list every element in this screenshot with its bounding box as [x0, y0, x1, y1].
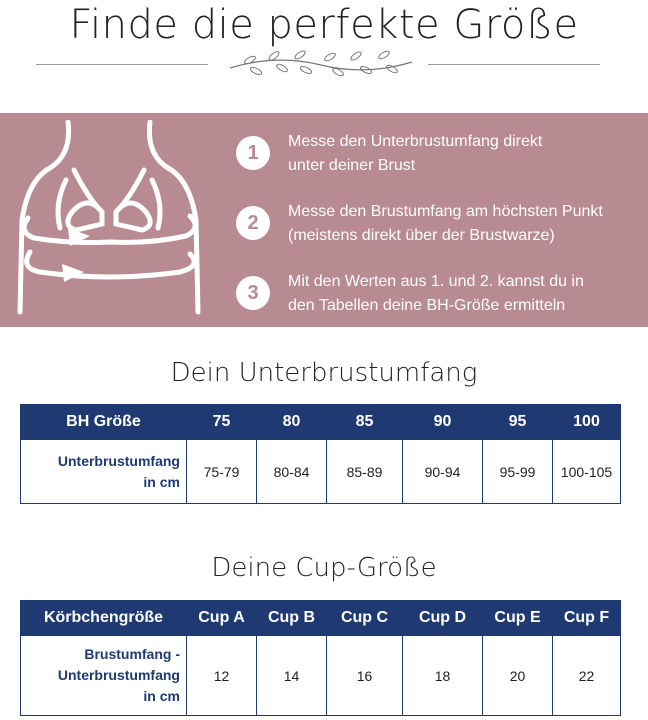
table-header-cell: 95 — [483, 404, 553, 440]
row-label-line: in cm — [143, 473, 180, 490]
table-cell: 95-99 — [483, 440, 553, 504]
cup-heading: Deine Cup-Größe — [211, 553, 437, 583]
title-divider-left — [36, 64, 208, 65]
step-text-line: den Tabellen deine BH-Größe ermitteln — [288, 297, 566, 314]
row-label — [21, 636, 187, 716]
table-cell: 85-89 — [327, 440, 403, 504]
table-row — [21, 440, 621, 504]
table-header-cell: Körbchengröße — [21, 600, 187, 636]
step-text-line: Messe den Brustumfang am höchsten Punkt — [288, 203, 603, 220]
table-cell: 20 — [483, 636, 553, 716]
row-label-line: in cm — [143, 688, 180, 704]
table-header-cell: Cup A — [187, 600, 257, 636]
table-cell: 100-105 — [553, 440, 621, 504]
table-header-cell: Cup B — [257, 600, 327, 636]
table-cell: 16 — [327, 636, 403, 716]
row-label-line: Unterbrustumfang — [57, 667, 180, 683]
step-text-line: (meistens direkt über der Brustwarze) — [288, 227, 555, 244]
step-number-badge: 2 — [236, 206, 270, 240]
table-header-cell: 90 — [403, 404, 483, 440]
step-3 — [236, 270, 636, 326]
page-title: Finde die perfekte Größe — [69, 2, 579, 48]
row-label — [21, 440, 187, 504]
step-text-line: Messe den Unterbrustumfang direkt — [288, 133, 543, 150]
title-divider-right — [428, 64, 600, 65]
step-number-badge: 1 — [236, 136, 270, 170]
table-cell: 22 — [553, 636, 621, 716]
underbust-table — [20, 404, 621, 504]
table-header-cell: 100 — [553, 404, 621, 440]
table-header-cell: Cup D — [403, 600, 483, 636]
table-cell: 75-79 — [187, 440, 257, 504]
underbust-heading: Dein Unterbrustumfang — [170, 358, 478, 388]
step-text-line: Mit den Werten aus 1. und 2. kannst du in — [288, 273, 584, 290]
table-cell: 12 — [187, 636, 257, 716]
table-cell: 18 — [403, 636, 483, 716]
table-header-cell: 85 — [327, 404, 403, 440]
decorative-vine-icon — [226, 48, 416, 82]
row-label-line: Brustumfang - — [84, 646, 180, 662]
cup-table — [20, 600, 621, 716]
table-row — [21, 636, 621, 716]
table-cell: 80-84 — [257, 440, 327, 504]
table-cell: 90-94 — [403, 440, 483, 504]
table-header-cell: Cup E — [483, 600, 553, 636]
step-text — [288, 270, 638, 318]
table-header-cell: 75 — [187, 404, 257, 440]
table-header-row — [21, 600, 621, 636]
step-text-line: unter deiner Brust — [288, 157, 416, 174]
table-header-cell: Cup C — [327, 600, 403, 636]
step-number-badge: 3 — [236, 276, 270, 310]
table-header-cell: Cup F — [553, 600, 621, 636]
step-text — [288, 130, 638, 178]
step-1 — [236, 130, 636, 186]
table-cell: 14 — [257, 636, 327, 716]
step-text — [288, 200, 638, 248]
torso-measuring-illustration — [10, 120, 215, 320]
table-header-cell: 80 — [257, 404, 327, 440]
row-label-line: Unterbrustumfang — [57, 452, 180, 469]
table-header-cell: BH Größe — [21, 404, 187, 440]
step-2 — [236, 200, 636, 256]
table-header-row — [21, 404, 621, 440]
